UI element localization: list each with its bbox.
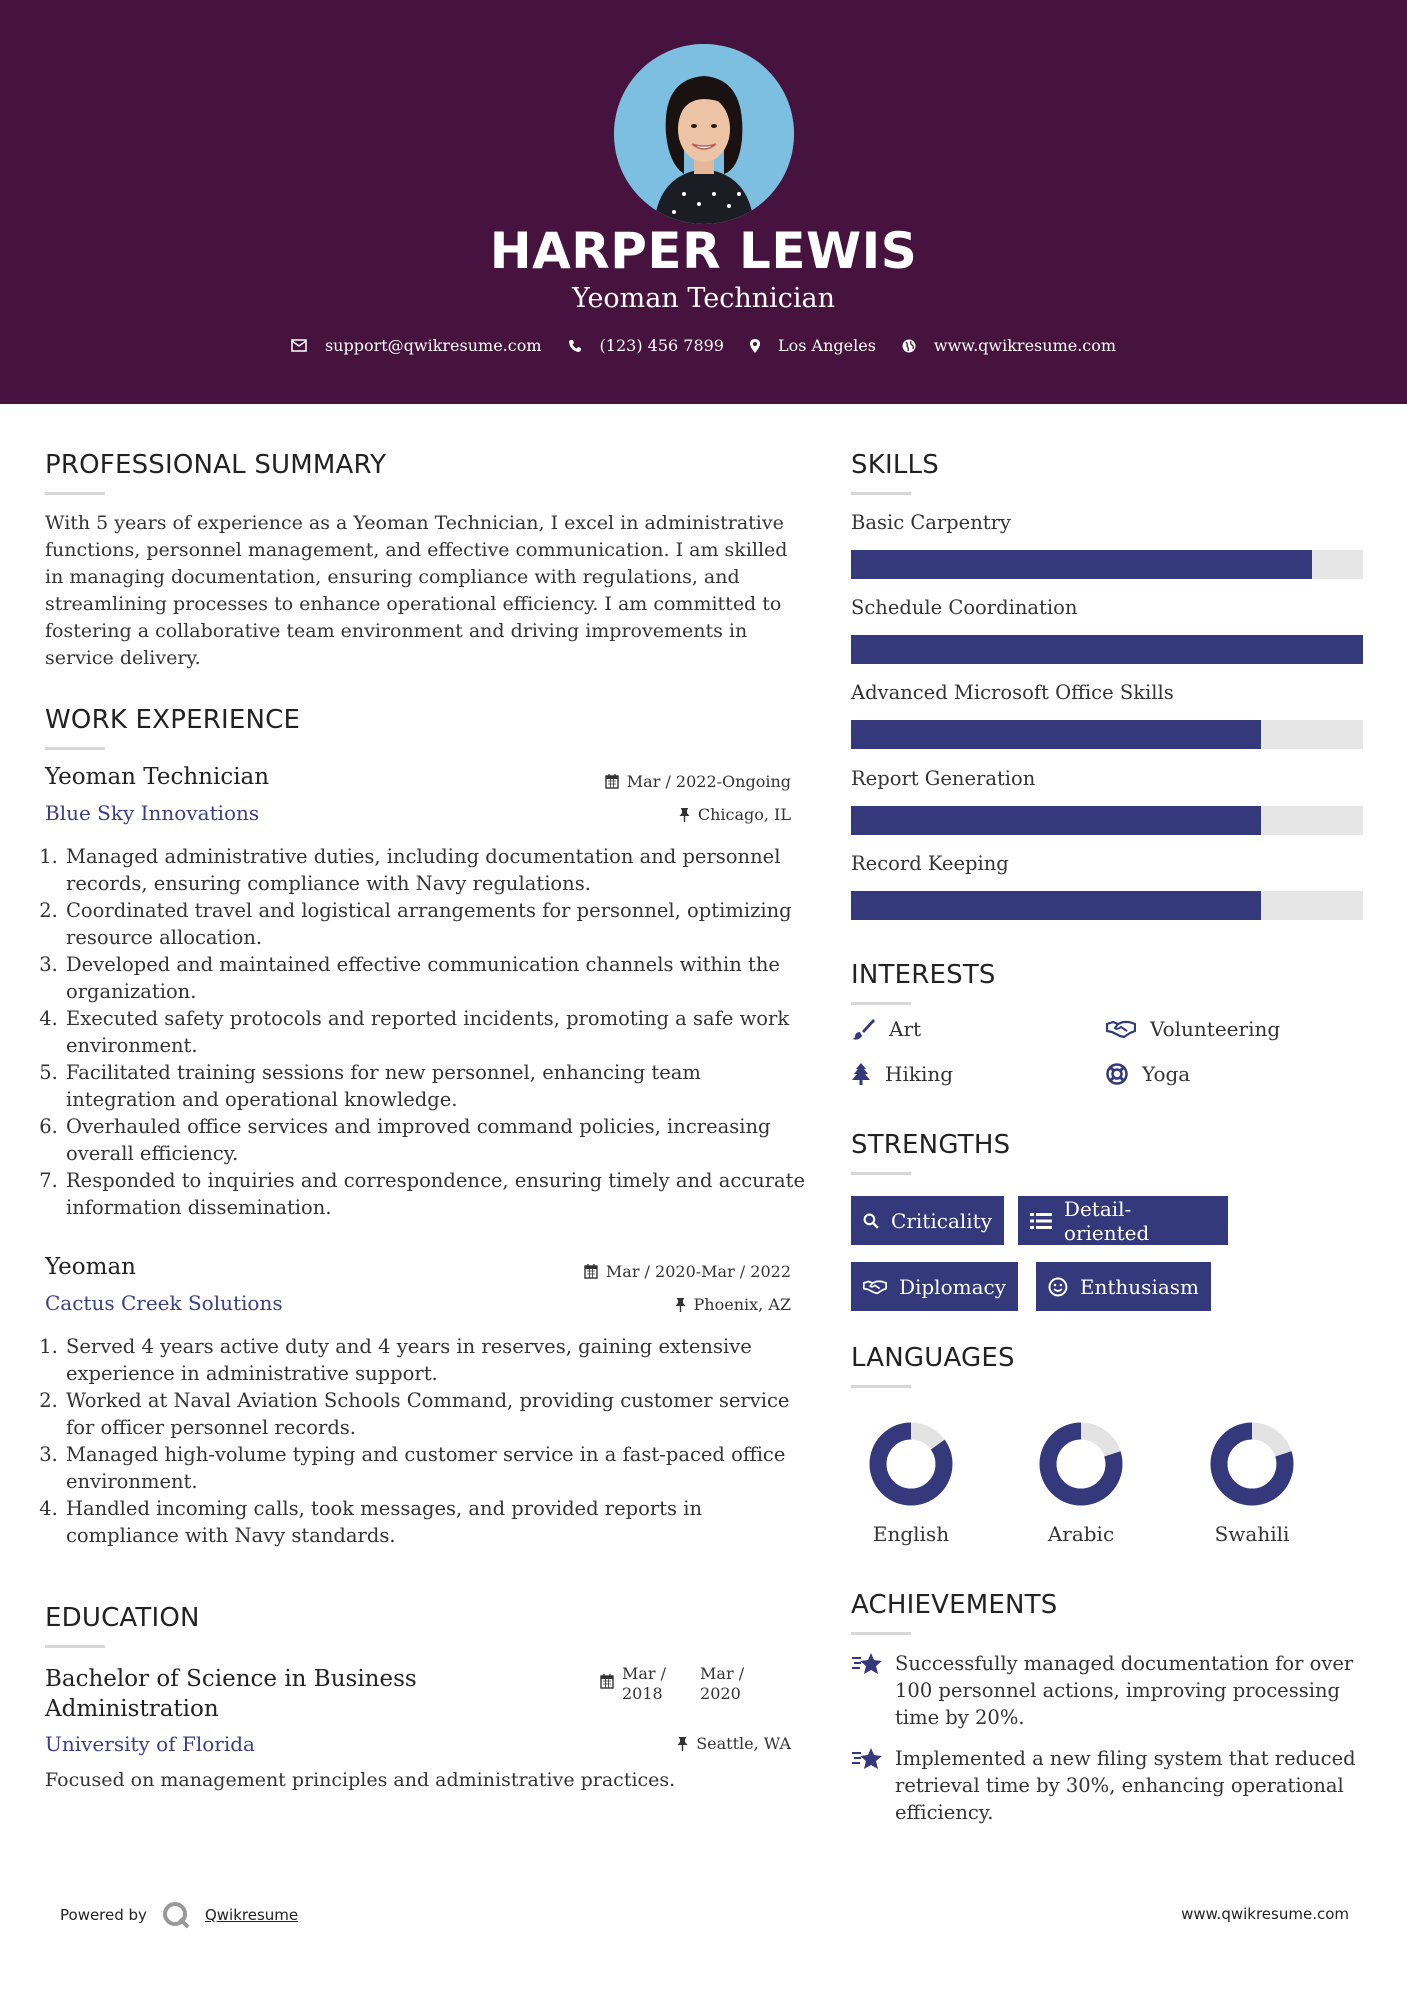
powered-by-text: Powered by xyxy=(60,1906,147,1924)
strength-label: Criticality xyxy=(891,1208,992,1233)
start-year: 2018 xyxy=(622,1684,663,1703)
skill-bar-fill xyxy=(851,720,1261,749)
language-label: English xyxy=(872,1522,950,1546)
interest-item xyxy=(851,1017,921,1041)
qwikresume-logo-icon xyxy=(161,1900,191,1930)
star-icon xyxy=(851,1652,883,1676)
list-item: 1. Managed administrative duties, including documentation and personnel records, ensuring compliance with Navy regulations. xyxy=(64,843,814,897)
skill-label: Schedule Coordination xyxy=(851,596,1078,619)
profile-photo-illustration xyxy=(614,44,794,224)
job-location xyxy=(675,1295,791,1314)
calendar-icon xyxy=(600,1674,614,1689)
contact-bar xyxy=(0,336,1407,355)
candidate-name: HARPER LEWIS xyxy=(489,222,918,280)
education-end xyxy=(700,1664,744,1704)
list-item: 2. Coordinated travel and logistical arrangements for personnel, optimizing resource allocation. xyxy=(64,897,814,951)
job-company: Blue Sky Innovations xyxy=(45,801,260,825)
skill-bar xyxy=(851,635,1363,664)
education-dates xyxy=(600,1664,744,1704)
degree-line: Bachelor of Science in Business xyxy=(45,1666,417,1692)
education-description: Focused on management principles and administrative practices. xyxy=(45,1769,676,1791)
contact-email[interactable] xyxy=(291,336,542,355)
job-date xyxy=(584,1262,791,1281)
skill-label: Record Keeping xyxy=(851,852,1009,875)
strength-label: Detail-oriented xyxy=(1063,1196,1150,1245)
phone-text: (123) 456 7899 xyxy=(599,336,724,355)
handshake-icon xyxy=(863,1277,887,1297)
summary-heading: PROFESSIONAL SUMMARY xyxy=(45,450,387,480)
interest-label: Hiking xyxy=(885,1062,954,1086)
achievements-heading: ACHIEVEMENTS xyxy=(851,1590,1058,1620)
list-item: 5. Facilitated training sessions for new personnel, enhancing team integration and operational knowledge. xyxy=(64,1059,814,1113)
job-location-text: Chicago, IL xyxy=(697,805,791,824)
contact-location xyxy=(750,336,876,355)
skill-label: Basic Carpentry xyxy=(851,511,1011,534)
handshake-icon xyxy=(1106,1019,1136,1039)
end-year: 2020 xyxy=(700,1684,741,1703)
location-text: Los Angeles xyxy=(777,336,876,355)
contact-phone[interactable] xyxy=(568,336,724,355)
list-item: 2. Worked at Naval Aviation Schools Command, providing customer service for officer personnel records. xyxy=(64,1387,814,1441)
language-label: Arabic xyxy=(1047,1522,1115,1546)
skill-bar-fill xyxy=(851,550,1312,579)
list-item: 1. Served 4 years active duty and 4 years in reserves, gaining extensive experience in administrative support. xyxy=(64,1333,814,1387)
candidate-title: Yeoman Technician xyxy=(571,283,836,314)
education-location-text: Seattle, WA xyxy=(696,1734,791,1753)
achievement-item xyxy=(851,1745,1363,1826)
skill-bar xyxy=(851,720,1363,749)
interest-item xyxy=(1106,1017,1280,1041)
education-location xyxy=(677,1734,791,1753)
achievement-text: Implemented a new filing system that reduced retrieval time by 30%, enhancing operational efficiency. xyxy=(895,1747,1356,1824)
skill-label: Report Generation xyxy=(851,767,1036,790)
skill-bar xyxy=(851,550,1363,579)
interest-label: Yoga xyxy=(1142,1062,1191,1086)
job-company: Cactus Creek Solutions xyxy=(45,1291,283,1315)
degree-line: Administration xyxy=(45,1696,219,1722)
skill-bar-fill xyxy=(851,806,1261,835)
strength-label: Diplomacy xyxy=(898,1274,1006,1299)
interest-item xyxy=(851,1062,953,1086)
skill-bar xyxy=(851,891,1363,920)
list-item: 4. Handled incoming calls, took messages, and provided reports in compliance with Navy standards. xyxy=(64,1495,814,1549)
pushpin-icon xyxy=(679,808,690,822)
job-title: Yeoman Technician xyxy=(45,764,270,790)
strength-tag xyxy=(1018,1196,1228,1245)
interest-label: Volunteering xyxy=(1150,1017,1281,1041)
summary-text: With 5 years of experience as a Yeoman Technician, I excel in administrative functions, personnel management, and effective communication. I am skilled in managing documentation, ensuring compliance with regulations, and streamlining processes to enhance operational efficiency. I am committed to fostering a collaborative team environment and driving improvements in service delivery. xyxy=(45,512,788,669)
smile-icon xyxy=(1048,1277,1068,1297)
calendar-icon xyxy=(605,774,619,789)
strength-tag xyxy=(1036,1262,1211,1311)
achievement-icon-wrap xyxy=(851,1650,895,1731)
job-bullets xyxy=(40,843,814,1221)
search-icon xyxy=(863,1211,879,1231)
calendar-icon xyxy=(584,1264,598,1279)
language-donut xyxy=(1210,1422,1294,1510)
map-pin-icon xyxy=(750,339,760,353)
languages-heading: LANGUAGES xyxy=(851,1343,1015,1373)
strengths-heading: STRENGTHS xyxy=(851,1130,1011,1160)
achievement-text: Successfully managed documentation for over 100 personnel actions, improving processing time by 20%. xyxy=(895,1652,1354,1729)
interest-label: Art xyxy=(889,1017,922,1041)
interest-item xyxy=(1106,1062,1190,1086)
achievement-item xyxy=(851,1650,1363,1731)
education-heading: EDUCATION xyxy=(45,1603,200,1633)
language-label: Swahili xyxy=(1214,1522,1290,1546)
language-donut-svg xyxy=(1039,1422,1123,1506)
skill-bar-fill xyxy=(851,635,1363,664)
job-location-text: Phoenix, AZ xyxy=(693,1295,791,1314)
contact-website[interactable] xyxy=(902,336,1116,355)
list-icon xyxy=(1030,1212,1052,1230)
interests-heading: INTERESTS xyxy=(851,960,996,990)
skill-bar-fill xyxy=(851,891,1261,920)
pushpin-icon xyxy=(677,1737,688,1751)
list-item: 3. Developed and maintained effective communication channels within the organization. xyxy=(64,951,814,1005)
job-title: Yeoman xyxy=(45,1254,136,1280)
education-start xyxy=(622,1664,666,1704)
list-item: 3. Managed high-volume typing and customer service in a fast-paced office environment. xyxy=(64,1441,814,1495)
footer-powered-by xyxy=(60,1900,298,1930)
strength-tag xyxy=(851,1262,1018,1311)
school-name: University of Florida xyxy=(45,1732,255,1756)
job-date xyxy=(605,772,791,791)
degree-title xyxy=(45,1664,417,1724)
star-icon xyxy=(851,1747,883,1771)
end-month: Mar / xyxy=(700,1664,745,1683)
tree-icon xyxy=(851,1063,871,1085)
job-date-text: Mar / 2020-Mar / 2022 xyxy=(605,1262,791,1281)
language-donut xyxy=(869,1422,953,1510)
profile-photo xyxy=(614,44,794,224)
brand-link[interactable]: Qwikresume xyxy=(204,1906,299,1924)
language-donut-svg xyxy=(1210,1422,1294,1506)
job-location xyxy=(679,805,791,824)
list-item: 7. Responded to inquiries and correspondence, ensuring timely and accurate information dissemination. xyxy=(64,1167,814,1221)
list-item: 6. Overhauled office services and improved command policies, increasing overall efficiency. xyxy=(64,1113,814,1167)
job-bullets xyxy=(40,1333,814,1549)
strength-label: Enthusiasm xyxy=(1079,1274,1199,1299)
pushpin-icon xyxy=(675,1298,686,1312)
envelope-icon xyxy=(291,339,307,352)
language-donut-svg xyxy=(869,1422,953,1506)
strength-tag xyxy=(851,1196,1004,1245)
lifebuoy-icon xyxy=(1106,1063,1128,1085)
job-date-text: Mar / 2022-Ongoing xyxy=(626,772,791,791)
footer-url[interactable]: www.qwikresume.com xyxy=(1181,1905,1349,1923)
phone-icon xyxy=(568,339,582,353)
skill-label: Advanced Microsoft Office Skills xyxy=(851,681,1174,704)
list-item: 4. Executed safety protocols and reported incidents, promoting a safe work environment. xyxy=(64,1005,814,1059)
website-text: www.qwikresume.com xyxy=(933,336,1117,355)
skill-bar xyxy=(851,806,1363,835)
achievement-icon-wrap xyxy=(851,1745,895,1826)
resume-header xyxy=(0,0,1407,404)
start-month: Mar / xyxy=(622,1664,667,1683)
email-text: support@qwikresume.com xyxy=(324,336,542,355)
globe-icon xyxy=(902,339,916,353)
paintbrush-icon xyxy=(851,1018,875,1040)
skills-heading: SKILLS xyxy=(851,450,939,480)
language-donut xyxy=(1039,1422,1123,1510)
experience-heading: WORK EXPERIENCE xyxy=(45,705,301,735)
